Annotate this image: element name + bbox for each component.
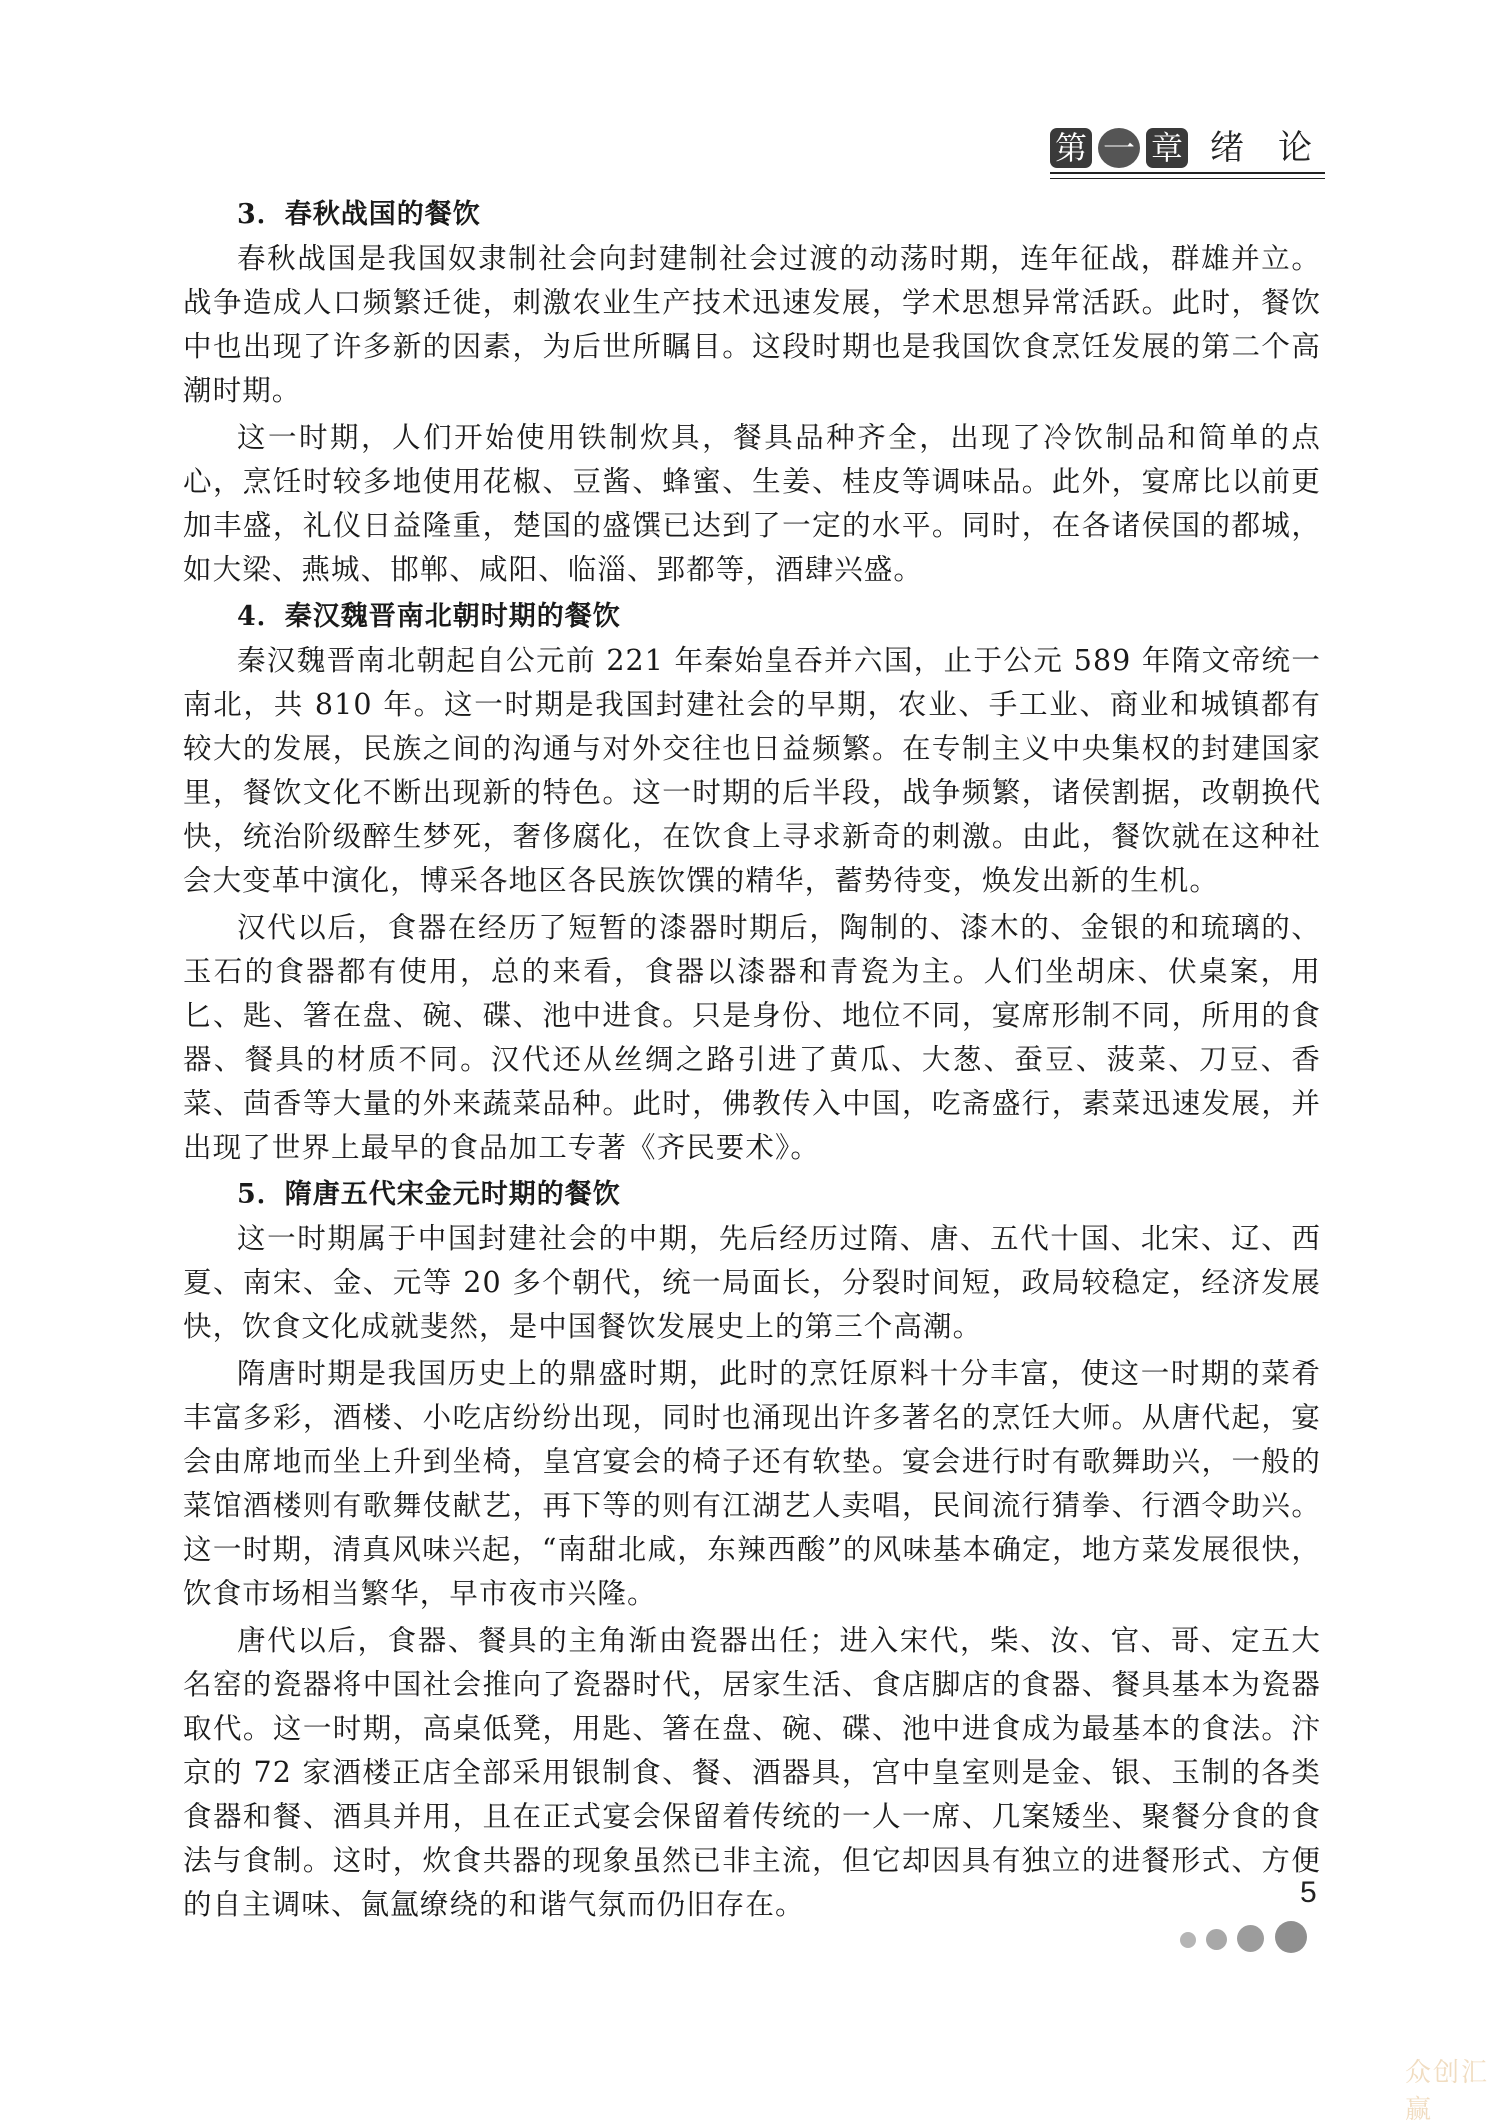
- section-heading: 3．春秋战国的餐饮: [237, 199, 481, 230]
- page-content: [183, 193, 1321, 1930]
- paragraph: 汉代以后，食器在经历了短暂的漆器时期后，陶制的、漆木的、金银的和琉璃的、玉石的食器都有使用，总的来看，食器以漆器和青瓷为主。人们坐胡床、伏桌案，用匕、匙、箸在盘、碗、碟、池中进食。只是身份、地位不同，宴席形制不同，所用的食器、餐具的材质不同。汉代还从丝绸之路引进了黄瓜、大葱、蚕豆、菠菜、刀豆、香菜、茴香等大量的外来蔬菜品种。此时，佛教传入中国，吃斋盛行，素菜迅速发展，并出现了世界上最早的食品加工专著《齐民要术》。: [183, 911, 1321, 1164]
- chapter-badge-number: 一: [1098, 128, 1140, 168]
- section-qin-han: [183, 595, 1321, 1170]
- chapter-badge-zhang: 章: [1146, 128, 1188, 168]
- section-heading: 5．隋唐五代宋金元时期的餐饮: [237, 1179, 621, 1210]
- dot-icon: [1206, 1929, 1227, 1950]
- chapter-title-char-1: 绪: [1210, 128, 1244, 168]
- decorative-dots: [1180, 1918, 1320, 1958]
- watermark: 众创汇赢: [1405, 2058, 1490, 2125]
- chapter-header: [1050, 126, 1325, 174]
- page-number: 5: [1300, 1876, 1317, 1909]
- header-rule-thin: [1050, 178, 1325, 179]
- paragraph: 隋唐时期是我国历史上的鼎盛时期，此时的烹饪原料十分丰富，使这一时期的菜肴丰富多彩，酒楼、小吃店纷纷出现，同时也涌现出许多著名的烹饪大师。从唐代起，宴会由席地而坐上升到坐椅，皇宫宴会的椅子还有软垫。宴会进行时有歌舞助兴，一般的菜馆酒楼则有歌舞伎献艺，再下等的则有江湖艺人卖唱，民间流行猜拳、行酒令助兴。这一时期，清真风味兴起，“南甜北咸，东辣西酸”的风味基本确定，地方菜发展很快，饮食市场相当繁华，早市夜市兴隆。: [183, 1357, 1321, 1610]
- dot-icon: [1237, 1925, 1264, 1952]
- section-sui-tang: [183, 1173, 1321, 1927]
- chapter-badge-di: 第: [1050, 128, 1092, 168]
- paragraph: 秦汉魏晋南北朝起自公元前 221 年秦始皇吞并六国，止于公元 589 年隋文帝统一南北，共 810 年。这一时期是我国封建社会的早期，农业、手工业、商业和城镇都有较大的发展，民族之间的沟通与对外交往也日益频繁。在专制主义中央集权的封建国家里，餐饮文化不断出现新的特色。这一时期的后半段，战争频繁，诸侯割据，改朝换代快，统治阶级醉生梦死，奢侈腐化，在饮食上寻求新奇的刺激。由此，餐饮就在这种社会大变革中演化，博采各地区各民族饮馔的精华，蓄势待变，焕发出新的生机。: [183, 644, 1321, 897]
- chapter-title-char-2: 论: [1278, 128, 1312, 168]
- section-spring-autumn: [183, 193, 1321, 592]
- dot-icon: [1275, 1921, 1307, 1953]
- paragraph: 唐代以后，食器、餐具的主角渐由瓷器出任；进入宋代，柴、汝、官、哥、定五大名窑的瓷器将中国社会推向了瓷器时代，居家生活、食店脚店的食器、餐具基本为瓷器取代。这一时期，高桌低凳，用匙、箸在盘、碗、碟、池中进食成为最基本的食法。汴京的 72 家酒楼正店全部采用银制食、餐、酒器具，宫中皇室则是金、银、玉制的各类食器和餐、酒具并用，且在正式宴会保留着传统的一人一席、几案矮坐、聚餐分食的食法与食制。这时，炊食共器的现象虽然已非主流，但它却因具有独立的进餐形式、方便的自主调味、氤氲缭绕的和谐气氛而仍旧存在。: [183, 1624, 1321, 1921]
- header-rule: [1050, 172, 1325, 174]
- paragraph: 这一时期，人们开始使用铁制炊具，餐具品种齐全，出现了冷饮制品和简单的点心，烹饪时较多地使用花椒、豆酱、蜂蜜、生姜、桂皮等调味品。此外，宴席比以前更加丰盛，礼仪日益隆重，楚国的盛馔已达到了一定的水平。同时，在各诸侯国的都城，如大梁、燕城、邯郸、咸阳、临淄、郢都等，酒肆兴盛。: [183, 421, 1321, 586]
- section-heading: 4．秦汉魏晋南北朝时期的餐饮: [237, 601, 621, 632]
- paragraph: 春秋战国是我国奴隶制社会向封建制社会过渡的动荡时期，连年征战，群雄并立。战争造成人口频繁迁徙，刺激农业生产技术迅速发展，学术思想异常活跃。此时，餐饮中也出现了许多新的因素，为后世所瞩目。这段时期也是我国饮食烹饪发展的第二个高潮时期。: [183, 242, 1321, 407]
- paragraph: 这一时期属于中国封建社会的中期，先后经历过隋、唐、五代十国、北宋、辽、西夏、南宋、金、元等 20 多个朝代，统一局面长，分裂时间短，政局较稳定，经济发展快，饮食文化成就斐然，是中国餐饮发展史上的第三个高潮。: [183, 1222, 1321, 1343]
- dot-icon: [1180, 1932, 1196, 1948]
